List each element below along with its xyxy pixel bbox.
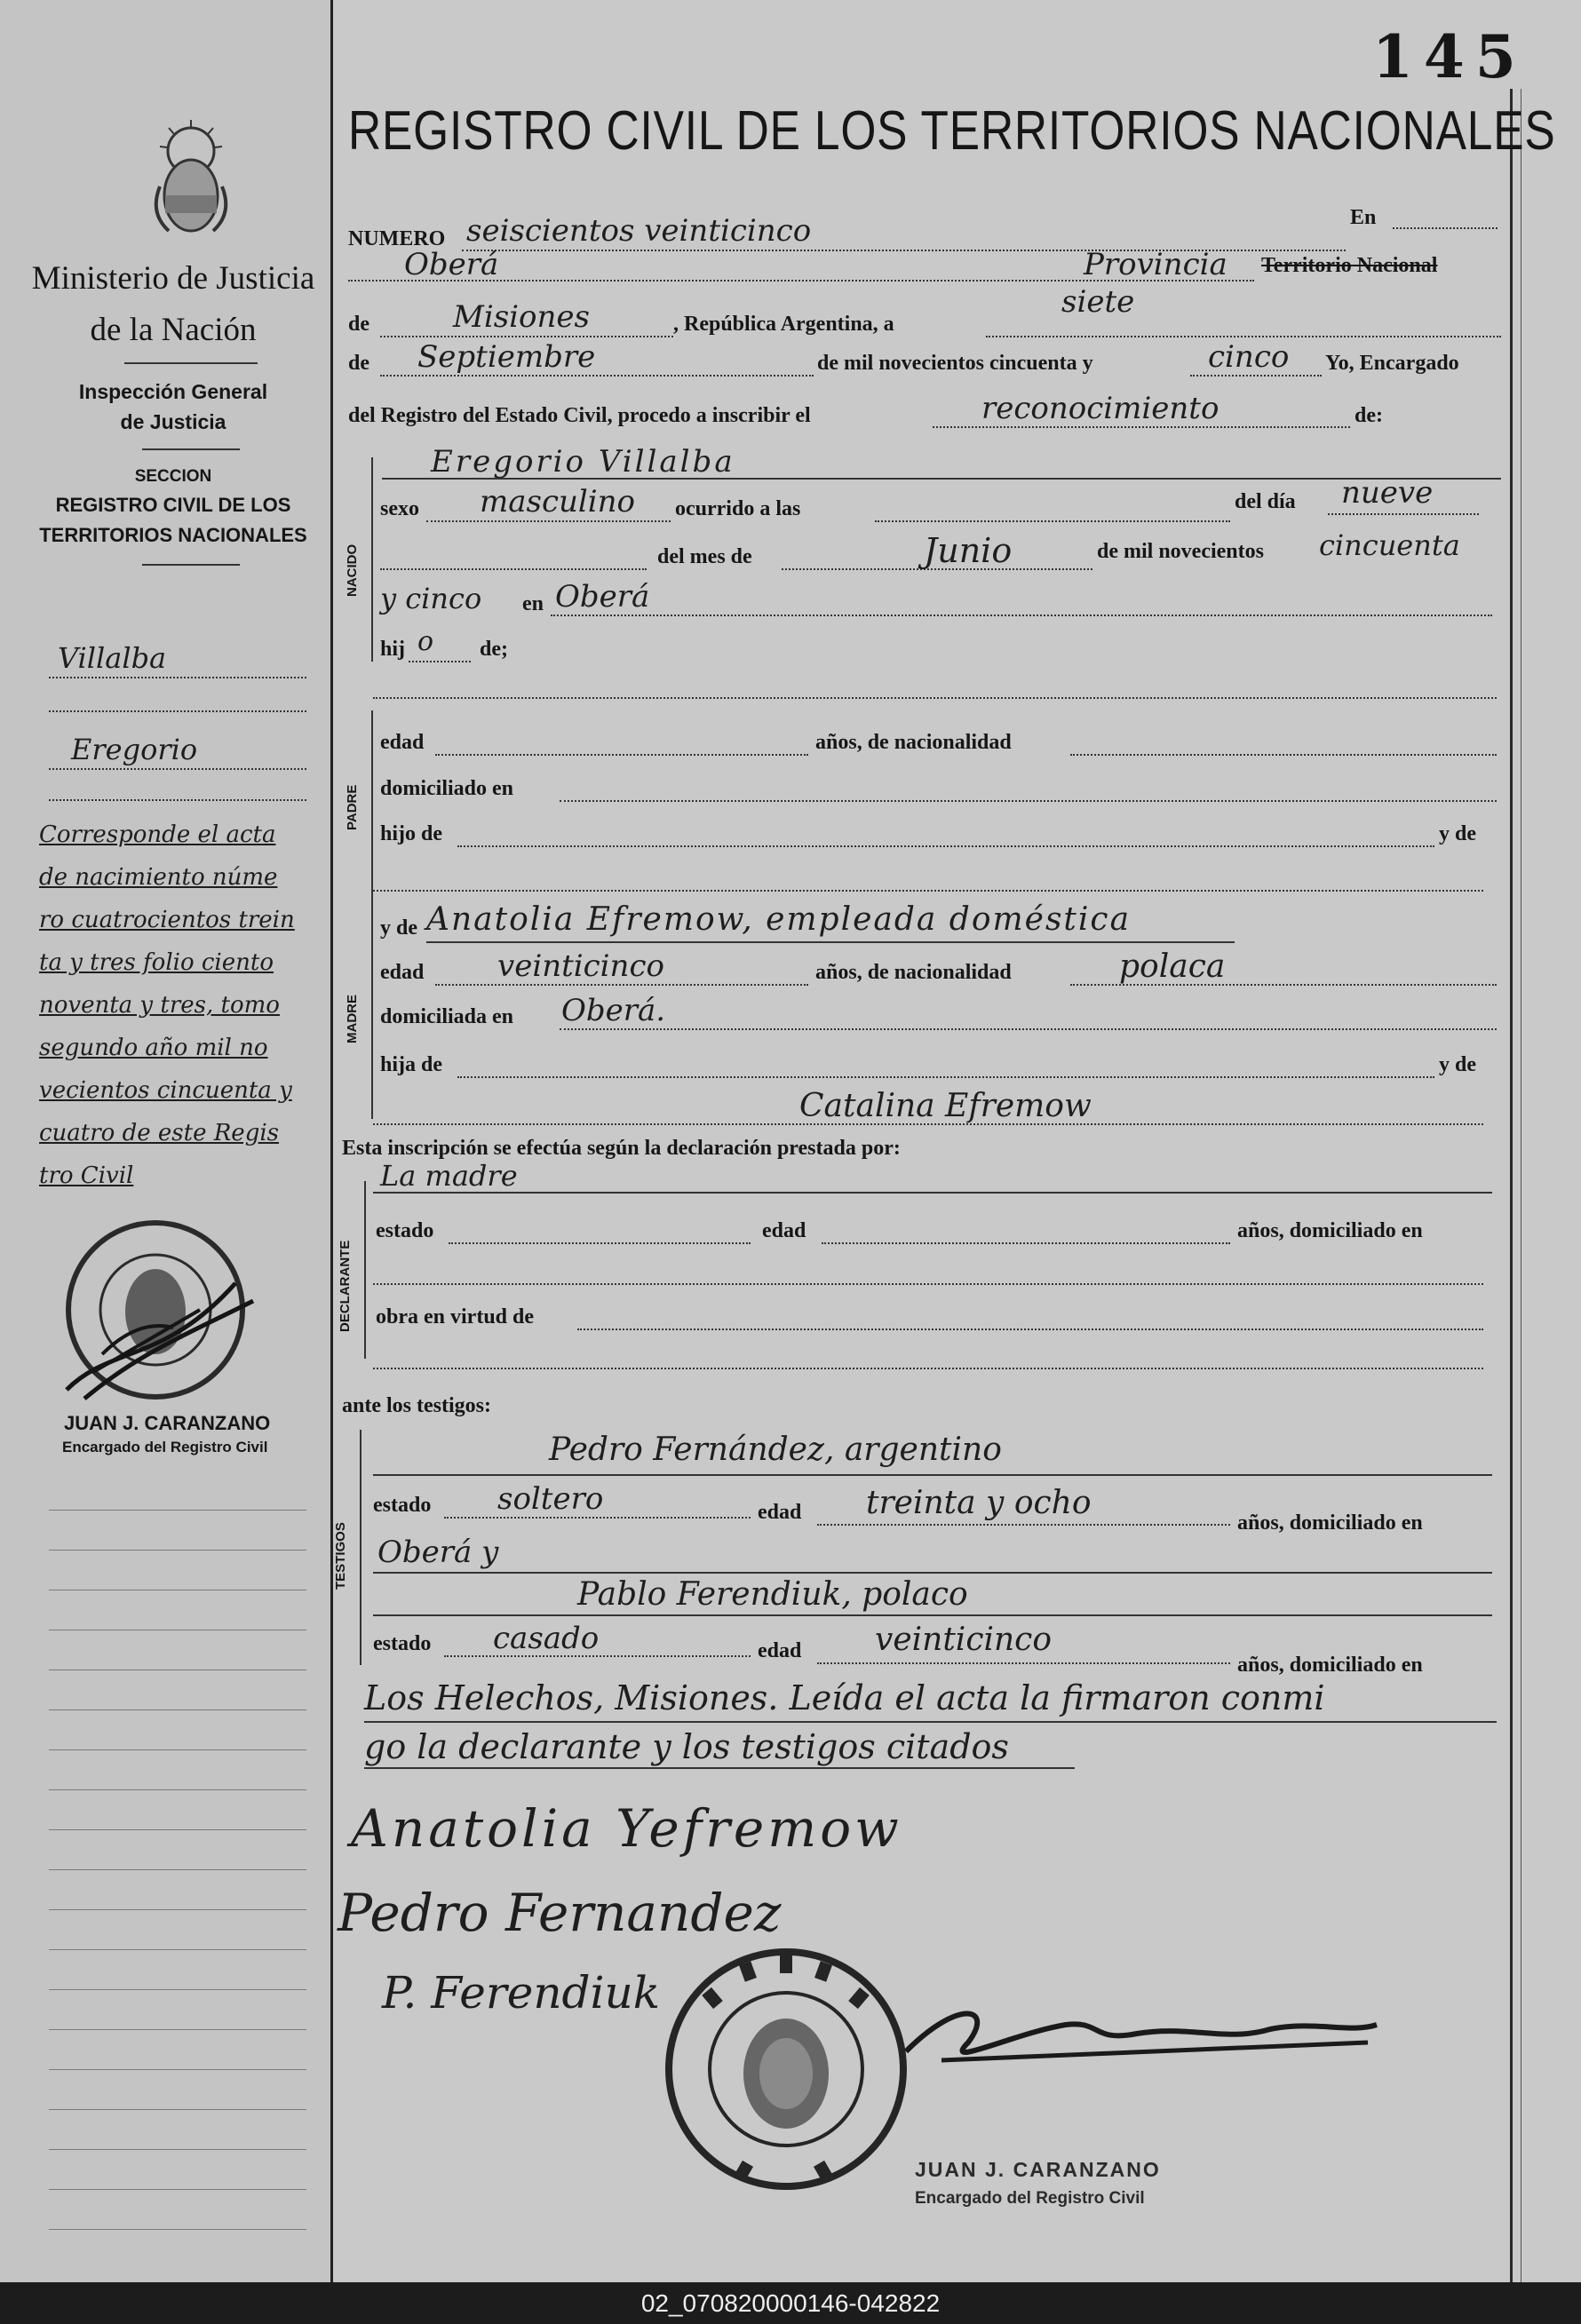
de-colon-label: de: xyxy=(1355,404,1383,427)
edad-label: edad xyxy=(380,731,425,754)
dia-nacimiento-value: nueve xyxy=(1341,475,1434,511)
dotted-line xyxy=(373,1368,1483,1369)
divider xyxy=(142,448,240,450)
dotted-line xyxy=(373,890,1483,892)
section-bar xyxy=(364,1181,366,1359)
ruled-line xyxy=(49,1909,306,1910)
margin-note-line: segundo año mil no xyxy=(39,1035,268,1061)
declarante-label: DECLARANTE xyxy=(338,1240,353,1332)
ruled-line xyxy=(49,2029,306,2030)
margin-note-line: vecientos cincuenta y xyxy=(39,1077,292,1104)
dotted-line xyxy=(817,1662,1230,1664)
dotted-line xyxy=(49,710,306,712)
margin-column xyxy=(0,0,330,2282)
madre-value: Anatolia Efremow, empleada doméstica xyxy=(426,901,1132,938)
underline xyxy=(364,1721,1497,1723)
dotted-line xyxy=(380,375,814,377)
dotted-line xyxy=(1190,375,1322,377)
sexo-label: sexo xyxy=(380,497,419,520)
edad-t2-label: edad xyxy=(758,1639,802,1662)
signature-1: Anatolia Yefremow xyxy=(351,1798,902,1859)
anos-domiciliado-t2-label: años, domiciliado en xyxy=(1237,1654,1423,1677)
testigo1-edad-value: treinta y ocho xyxy=(866,1485,1092,1521)
yo-encargado-label: Yo, Encargado xyxy=(1325,352,1459,375)
madre-label: MADRE xyxy=(345,995,360,1043)
dotted-line xyxy=(875,520,1230,522)
ruled-line xyxy=(49,1869,306,1870)
dotted-line xyxy=(373,697,1497,699)
dotted-line xyxy=(933,426,1350,428)
nacido-label: NACIDO xyxy=(345,543,360,597)
en-lower-label: en xyxy=(522,592,544,615)
ruled-line xyxy=(49,2189,306,2190)
dotted-line xyxy=(577,1329,1483,1330)
domiciliado-label: domiciliado en xyxy=(380,777,514,800)
ante-testigos-label: ante los testigos: xyxy=(342,1394,491,1417)
de-mil-nov-label: de mil novecientos xyxy=(1097,540,1264,563)
del-mes-label: del mes de xyxy=(657,545,752,568)
dotted-line xyxy=(435,754,808,756)
anos-nacionalidad-label: años, de nacionalidad xyxy=(815,731,1012,754)
ruled-line xyxy=(49,2109,306,2110)
de-label: de xyxy=(348,313,369,336)
ruled-line xyxy=(49,1709,306,1710)
margin-stamp-text: JUAN J. CARANZANO xyxy=(64,1412,271,1434)
obra-virtud-label: obra en virtud de xyxy=(376,1305,535,1329)
dotted-line xyxy=(449,1242,751,1244)
margin-surname: Villalba xyxy=(58,641,167,675)
anio-nacimiento-value: cincuenta xyxy=(1319,528,1460,562)
divider xyxy=(142,564,240,566)
hija-de-label: hija de xyxy=(380,1053,443,1076)
estado-t1-label: estado xyxy=(373,1494,432,1517)
y-de-start-label: y de xyxy=(380,916,417,940)
page-title: REGISTRO CIVIL DE LOS TERRITORIOS NACIONALES xyxy=(348,100,1556,162)
anos-domiciliado-label: años, domiciliado en xyxy=(1237,1219,1423,1242)
margin-note-line: ro cuatrocientos trein xyxy=(39,907,295,933)
signature-3: P. Ferendiuk xyxy=(382,1967,661,2019)
section-bar xyxy=(371,710,373,906)
edad-t1-label: edad xyxy=(758,1501,802,1524)
dotted-line xyxy=(49,768,306,770)
anio-nacimiento-cont: y cinco xyxy=(380,582,482,615)
ruled-line xyxy=(49,2069,306,2070)
hijo-suffix: o xyxy=(417,626,434,657)
margin-note-line: de nacimiento núme xyxy=(39,864,278,891)
underline xyxy=(373,1474,1492,1476)
madre-domicilio-value: Oberá. xyxy=(561,993,666,1028)
margin-note-line: Corresponde el acta xyxy=(39,821,276,848)
anos-domiciliado-t1-label: años, domiciliado en xyxy=(1237,1511,1423,1535)
dotted-line xyxy=(426,520,671,522)
de-semicolon-label: de; xyxy=(480,638,508,661)
madre-nacionalidad-value: polaca xyxy=(1119,948,1226,985)
hijo-label: hij xyxy=(380,638,406,661)
dotted-line xyxy=(435,984,808,986)
dotted-line xyxy=(1070,754,1497,756)
underline xyxy=(373,1614,1492,1616)
margin-note xyxy=(39,821,328,1205)
bottom-stamp-line1: JUAN J. CARANZANO xyxy=(915,2158,1161,2181)
y-de-label: y de xyxy=(1439,822,1476,845)
y-de-madre-label: y de xyxy=(1439,1053,1476,1076)
anos-nacionalidad-madre-label: años, de nacionalidad xyxy=(815,961,1012,984)
ministry-line2: de la Nación xyxy=(90,312,257,348)
dotted-line xyxy=(551,615,1492,616)
madre-edad-value: veinticinco xyxy=(497,948,664,984)
section-bar xyxy=(371,906,373,1119)
mes-nacimiento-value: Junio xyxy=(924,531,1013,570)
declarante-value: La madre xyxy=(380,1159,518,1193)
de-mil-label: de mil novecientos cincuenta y xyxy=(817,352,1093,375)
dia-value: siete xyxy=(1061,284,1135,320)
margin-stamp-subtext: Encargado del Registro Civil xyxy=(62,1439,268,1455)
registry-seal-icon xyxy=(58,1194,262,1408)
underline xyxy=(373,1192,1492,1194)
page-edge xyxy=(1510,89,1513,2282)
republica-label: , República Argentina, a xyxy=(673,313,894,336)
ministry-line1: Ministerio de Justicia xyxy=(31,260,315,297)
registro-line2: TERRITORIOS NACIONALES xyxy=(39,524,307,546)
footer-id: 02_070820000146-042822 xyxy=(640,2289,941,2317)
underline xyxy=(364,1767,1075,1769)
testigo1-value: Pedro Fernández, argentino xyxy=(549,1432,1002,1468)
dotted-line xyxy=(822,1242,1230,1244)
ruled-line xyxy=(49,1829,306,1830)
ruled-line xyxy=(49,2229,306,2230)
dotted-line xyxy=(1328,513,1479,515)
testigo1-domicilio-value: Oberá y xyxy=(377,1535,499,1570)
inspeccion-line1: Inspección General xyxy=(78,380,268,403)
ruled-line xyxy=(49,2149,306,2150)
underline xyxy=(382,478,1501,480)
margin-note-line: cuatro de este Regis xyxy=(39,1120,279,1146)
provincia-value: Provincia xyxy=(1084,247,1227,282)
del-dia-label: del día xyxy=(1235,490,1296,513)
ruled-line xyxy=(49,1550,306,1551)
anio-value: cinco xyxy=(1208,339,1290,375)
dotted-line xyxy=(1393,227,1498,229)
edad-declarante-label: edad xyxy=(762,1219,806,1242)
padre-label: PADRE xyxy=(345,784,360,830)
dotted-line xyxy=(560,800,1497,802)
testigo2-value: Pablo Ferendiuk, polaco xyxy=(577,1576,968,1613)
territorio-strike: Territorio Nacional xyxy=(1261,254,1438,277)
dotted-line xyxy=(373,1123,1483,1125)
testigos-label: TESTIGOS xyxy=(333,1522,348,1590)
domiciliada-label: domiciliada en xyxy=(380,1005,514,1028)
dotted-line xyxy=(380,336,673,337)
underline xyxy=(426,941,1235,943)
registro-line1: REGISTRO CIVIL DE LOS xyxy=(55,494,291,516)
estado-label: estado xyxy=(376,1219,434,1242)
signature-2: Pedro Fernandez xyxy=(338,1883,782,1943)
bottom-stamp-line2: Encargado del Registro Civil xyxy=(915,2189,1145,2208)
testigo2-estado-value: casado xyxy=(493,1621,600,1656)
testigo2-domicilio-value: Los Helechos, Misiones. Leída el acta la firmaron conmi xyxy=(364,1678,1325,1717)
margin-note-line: noventa y tres, tomo xyxy=(39,992,280,1019)
ruled-line xyxy=(49,1789,306,1790)
lugar-nacimiento-value: Oberá xyxy=(555,579,650,615)
margin-note-line: tro Civil xyxy=(39,1162,134,1189)
sexo-value: masculino xyxy=(480,484,636,520)
hijo-de-label: hijo de xyxy=(380,822,443,845)
ocurrido-label: ocurrido a las xyxy=(675,497,801,520)
column-separator xyxy=(330,0,333,2282)
registro-procedo-label: del Registro del Estado Civil, procedo a inscribir el xyxy=(348,404,811,427)
margin-note-line: ta y tres folio ciento xyxy=(39,949,274,976)
ruled-line xyxy=(49,1949,306,1950)
ruled-line xyxy=(49,1510,306,1511)
dotted-line xyxy=(986,336,1501,337)
mes-value: Septiembre xyxy=(417,339,596,375)
section-bar xyxy=(360,1430,361,1665)
esta-inscripcion-label: Esta inscripción se efectúa según la declaración prestada por: xyxy=(342,1137,901,1160)
madre-de-value: Catalina Efremow xyxy=(799,1088,1092,1124)
ruled-line xyxy=(49,1749,306,1750)
edad-madre-label: edad xyxy=(380,961,425,984)
underline xyxy=(373,1572,1492,1574)
registry-seal-icon xyxy=(657,1936,915,2202)
de-label: de xyxy=(348,352,369,375)
cierre-value: go la declarante y los testigos citados xyxy=(364,1727,1009,1766)
coat-of-arms-icon xyxy=(142,115,240,240)
nombre-value: Eregorio Villalba xyxy=(431,444,735,480)
localidad-value: Oberá xyxy=(404,247,499,282)
page-number: 145 xyxy=(1372,22,1527,91)
dotted-line xyxy=(457,1076,1434,1078)
numero-label: NUMERO xyxy=(348,227,446,250)
estado-t2-label: estado xyxy=(373,1632,432,1655)
inspeccion-line2: de Justicia xyxy=(120,410,226,433)
ruled-line xyxy=(49,1989,306,1990)
acto-value: reconocimiento xyxy=(981,391,1220,426)
divider xyxy=(124,362,258,364)
testigo2-edad-value: veinticinco xyxy=(875,1622,1053,1658)
section-bar xyxy=(371,457,373,662)
testigo1-estado-value: soltero xyxy=(497,1481,604,1517)
en-label: En xyxy=(1350,206,1377,229)
numero-value: seiscientos veinticinco xyxy=(466,213,812,249)
dotted-line xyxy=(817,1524,1230,1526)
dotted-line xyxy=(49,677,306,678)
dotted-line xyxy=(444,1517,751,1519)
dotted-line xyxy=(373,1283,1483,1285)
dotted-line xyxy=(49,799,306,801)
registrar-signature-icon xyxy=(888,1980,1386,2078)
dotted-line xyxy=(409,661,471,662)
seccion-label: SECCION xyxy=(134,467,212,486)
dotted-line xyxy=(380,568,647,570)
margin-given-name: Eregorio xyxy=(71,733,198,766)
dotted-line xyxy=(560,1028,1497,1030)
provincia-de-value: Misiones xyxy=(453,299,590,335)
dotted-line xyxy=(457,845,1434,847)
